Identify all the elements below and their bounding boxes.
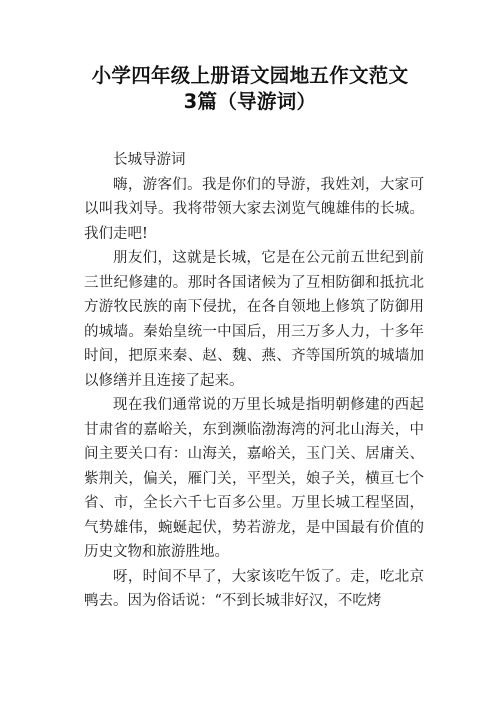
paragraph-greeting: 嗨，游客们。我是你们的导游，我姓刘，大家可以叫我刘导。我将带领大家去浏览气魄雄伟的长城。我们走吧! [84,176,424,242]
paragraph-history: 朋友们，这就是长城，它是在公元前五世纪到前三世纪修建的。那时各国诸候为了互相防御和抵抗北方游牧民族的南下侵扰，在各自领地上修筑了防御用的城墙。秦始皇统一中国后，用三万多人力，十多年时间，把原来秦、赵、魏、燕、齐等国所筑的城墙加以修缮并且连接了起来。 [84,250,424,389]
document-body [84,148,424,614]
document-title-line-1: 小学四年级上册语文园地五作文范文 [91,64,409,87]
paragraph-ming-wall: 现在我们通常说的万里长城是指明朝修建的西起甘肃省的嘉峪关，东到濒临渤海湾的河北山海关，中间主要关口有：山海关，嘉峪关，玉门关、居庸关、紫荆关，偏关，雁门关，平型关，娘子关，横亘七个省、市，全长六千七百多公里。万里长城工程坚固，气势雄伟，蜿蜒起伏，势若游龙，是中国最有价值的历史文物和旅游胜地。 [84,397,424,560]
paragraph-lunch: 呀，时间不早了，大家该吃午饭了。走，吃北京鸭去。因为俗话说：“不到长城非好汉，不吃烤 [84,568,424,609]
section-heading: 长城导游词 [113,152,186,168]
document-title-line-2: 3篇（导游词） [183,90,317,113]
